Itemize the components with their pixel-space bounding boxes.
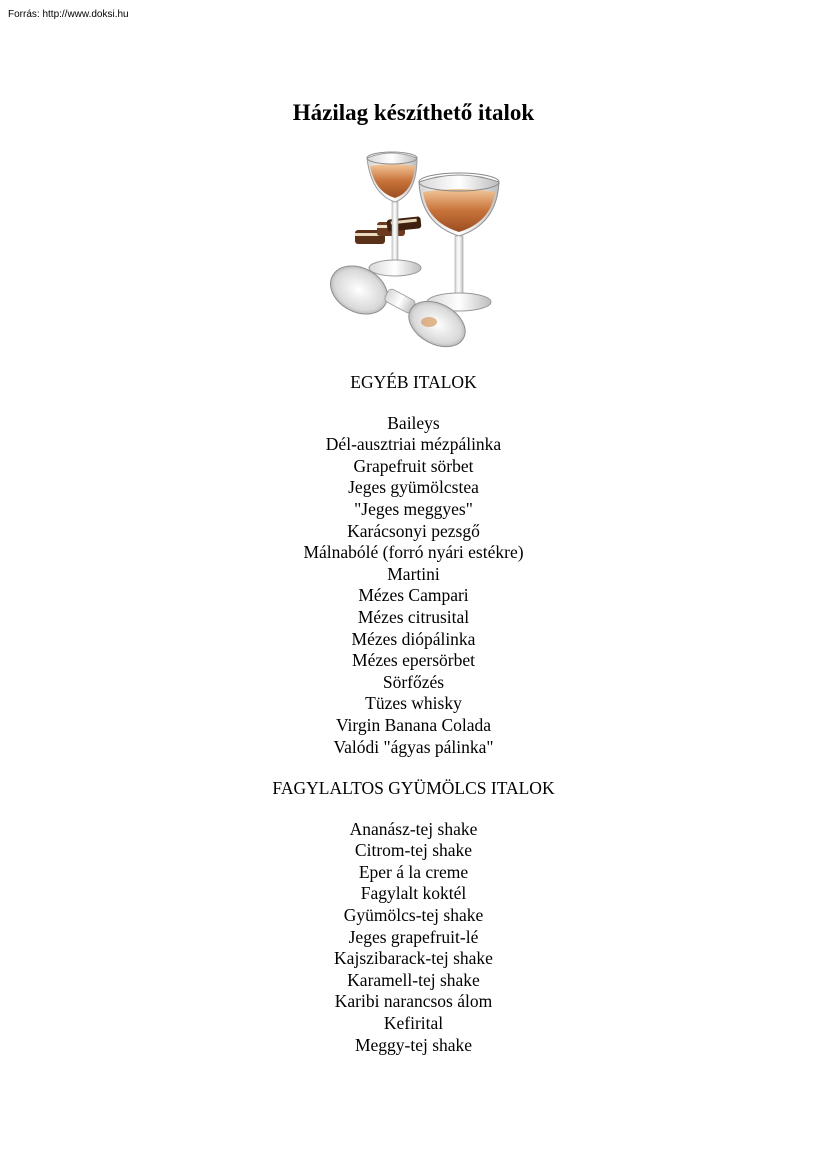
page-title: Házilag készíthető italok bbox=[292, 100, 535, 125]
list-item: Jeges grapefruit-lé bbox=[348, 926, 479, 947]
section-fagylaltos-gyumolcs-italok bbox=[0, 778, 827, 1056]
list-item: Meggy-tej shake bbox=[354, 1034, 473, 1055]
list-item: Gyümölcs-tej shake bbox=[343, 904, 484, 925]
drink-list bbox=[0, 819, 827, 1057]
list-item: Sörfőzés bbox=[382, 671, 445, 692]
list-item: Dél-ausztriai mézpálinka bbox=[325, 434, 502, 455]
liqueur-glasses-and-chocolates-icon bbox=[321, 142, 507, 354]
list-item: Karamell-tej shake bbox=[347, 969, 480, 990]
list-item: Valódi "ágyas pálinka" bbox=[333, 736, 494, 757]
list-item: Mézes Campari bbox=[358, 585, 469, 606]
list-item: Mézes diópálinka bbox=[351, 628, 476, 649]
list-item: Karibi narancsos álom bbox=[334, 991, 493, 1012]
list-item: Karácsonyi pezsgő bbox=[347, 520, 480, 541]
list-item: Málnabólé (forró nyári estékre) bbox=[303, 542, 524, 563]
list-item: Kajszibarack-tej shake bbox=[334, 948, 493, 969]
section-heading: FAGYLALTOS GYÜMÖLCS ITALOK bbox=[272, 778, 555, 798]
source-line: Forrás: http://www.doksi.hu bbox=[8, 9, 129, 20]
list-item: Tüzes whisky bbox=[365, 693, 462, 714]
section-egyeb-italok bbox=[0, 372, 827, 758]
list-item: Citrom-tej shake bbox=[354, 840, 473, 861]
section-heading: EGYÉB ITALOK bbox=[350, 372, 477, 392]
list-item: "Jeges meggyes" bbox=[354, 498, 473, 519]
list-item: Virgin Banana Colada bbox=[335, 714, 492, 735]
list-item: Baileys bbox=[387, 412, 440, 433]
list-item: Kefirital bbox=[383, 1012, 444, 1033]
list-item: Fagylalt koktél bbox=[360, 883, 467, 904]
list-item: Jeges gyümölcstea bbox=[348, 477, 479, 498]
list-item: Mézes citrusital bbox=[357, 606, 470, 627]
list-item: Ananász-tej shake bbox=[349, 818, 478, 839]
list-item: Martini bbox=[387, 563, 440, 584]
list-item: Grapefruit sörbet bbox=[353, 455, 474, 476]
drink-list bbox=[0, 413, 827, 759]
list-item: Mézes epersörbet bbox=[352, 650, 475, 671]
list-item: Eper á la creme bbox=[358, 861, 469, 882]
